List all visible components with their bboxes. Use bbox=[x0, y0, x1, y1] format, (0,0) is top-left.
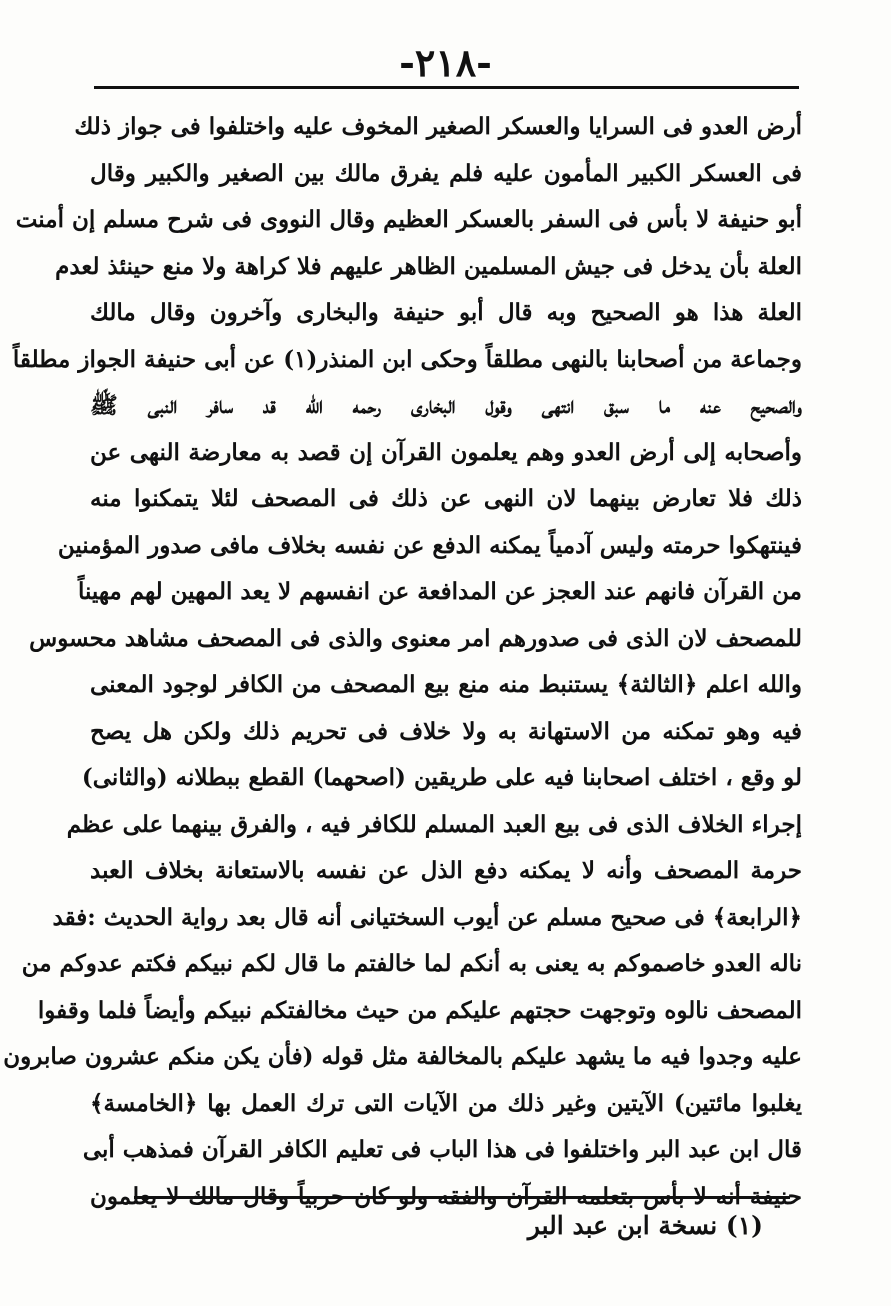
text-line-6: وجماعة من أصحابنا بالنهى مطلقاً وحكى ابن المنذر(١) عن أبى حنيفة الجواز مطلقاً bbox=[12, 345, 802, 373]
text-line-5: العلة هذا هو الصحيح وبه قال أبو حنيفة والبخارى وآخرون وقال مالك bbox=[90, 299, 802, 326]
text-line-8: وأصحابه إلى أرض العدو وهم يعلمون القرآن إن قصد به معارضة النهى عن bbox=[90, 438, 802, 466]
text-line-3: أبو حنيفة لا بأس فى السفر بالعسكر العظيم وقال النووى فى شرح مسلم إن أمنت bbox=[15, 206, 802, 233]
text-line-9: ذلك فلا تعارض بينهما لان النهى عن ذلك فى المصحف لئلا يتمكنوا منه bbox=[90, 485, 802, 512]
text-line-22: يغلبوا مائتين) الآيتين وغير ذلك من الآيات التى ترك العمل بها ﴿الخامسة﴾ bbox=[90, 1089, 802, 1117]
text-line-1: أرض العدو فى السرايا والعسكر الصغير المخوف عليه واختلفوا فى جواز ذلك bbox=[74, 113, 802, 140]
body-text bbox=[3, 104, 803, 1220]
text-line-10: فينتهكوا حرمته وليس آدمياً يمكنه الدفع عن نفسه بخلاف مافى صدور المؤمنين bbox=[57, 531, 802, 559]
text-line-19: ناله العدو خاصموكم به يعنى به أنكم لما خالفتم ما قال لكم نبيكم فكتم عدوكم من bbox=[21, 950, 802, 977]
page-number: -٢١٨- bbox=[399, 40, 492, 85]
text-line-15: لو وقع ، اختلف اصحابنا فيه على طريقين (اصحهما) القطع ببطلانه (والثانى) bbox=[81, 764, 802, 791]
text-line-21: عليه وجدوا فيه ما يشهد عليكم بالمخالفة مثل قوله (فأن يكن منكم عشرون صابرون bbox=[3, 1043, 802, 1070]
text-line-18: ﴿الرابعة﴾ فى صحيح مسلم عن أيوب السختيانى أنه قال بعد رواية الحديث :فقد bbox=[52, 903, 802, 931]
text-line-12: للمصحف لان الذى فى صدورهم امر معنوى والذى فى المصحف مشاهد محسوس bbox=[29, 624, 802, 652]
text-line-11: من القرآن فانهم عند العجز عن المدافعة عن انفسهم لا يعد المهين لهم مهيناً bbox=[77, 578, 802, 605]
text-line-14: فيه وهو تمكنه من الاستهانة به ولا خلاف فى تحريم ذلك ولكن هل يصح bbox=[90, 717, 802, 745]
text-line-7: والصحيح عنه ما سبق انتهى وقول البخارى رحمه الله قد سافر النبى ﷺ bbox=[90, 392, 802, 419]
text-line-24: حنيفة أنه لا بأس بتعلمه القرآن والفقه ولو كان حربياً وقال مالك لا يعلمون bbox=[90, 1182, 802, 1210]
text-line-2: فى العسكر الكبير المأمون عليه فلم يفرق مالك بين الصغير والكبير وقال bbox=[90, 159, 802, 187]
text-line-20: المصحف نالوه وتوجهت حجتهم عليكم من حيث مخالفتكم نبيكم وأيضاً فلما وقفوا bbox=[37, 996, 802, 1024]
footnote-divider bbox=[134, 1196, 790, 1199]
text-line-16: إجراء الخلاف الذى فى بيع العبد المسلم للكافر فيه ، والفرق بينهما على عظم bbox=[66, 810, 802, 838]
text-line-13: والله اعلم ﴿الثالثة﴾ يستنبط منه منع بيع المصحف من الكافر لوجود المعنى bbox=[90, 671, 802, 698]
text-line-23: قال ابن عبد البر واختلفوا فى هذا الباب فى تعليم الكافر القرآن فمذهب أبى bbox=[82, 1136, 802, 1163]
footnote: (١) نسخة ابن عبد البر bbox=[527, 1211, 763, 1240]
text-line-17: حرمة المصحف وأنه لا يمكنه دفع الذل عن نفسه بالاستعانة بخلاف العبد bbox=[90, 857, 803, 884]
header-divider bbox=[94, 86, 799, 89]
text-line-4: العلة بأن يدخل فى جيش المسلمين الظاهر عليهم فلا كراهة ولا منع حينئذ لعدم bbox=[55, 252, 802, 280]
